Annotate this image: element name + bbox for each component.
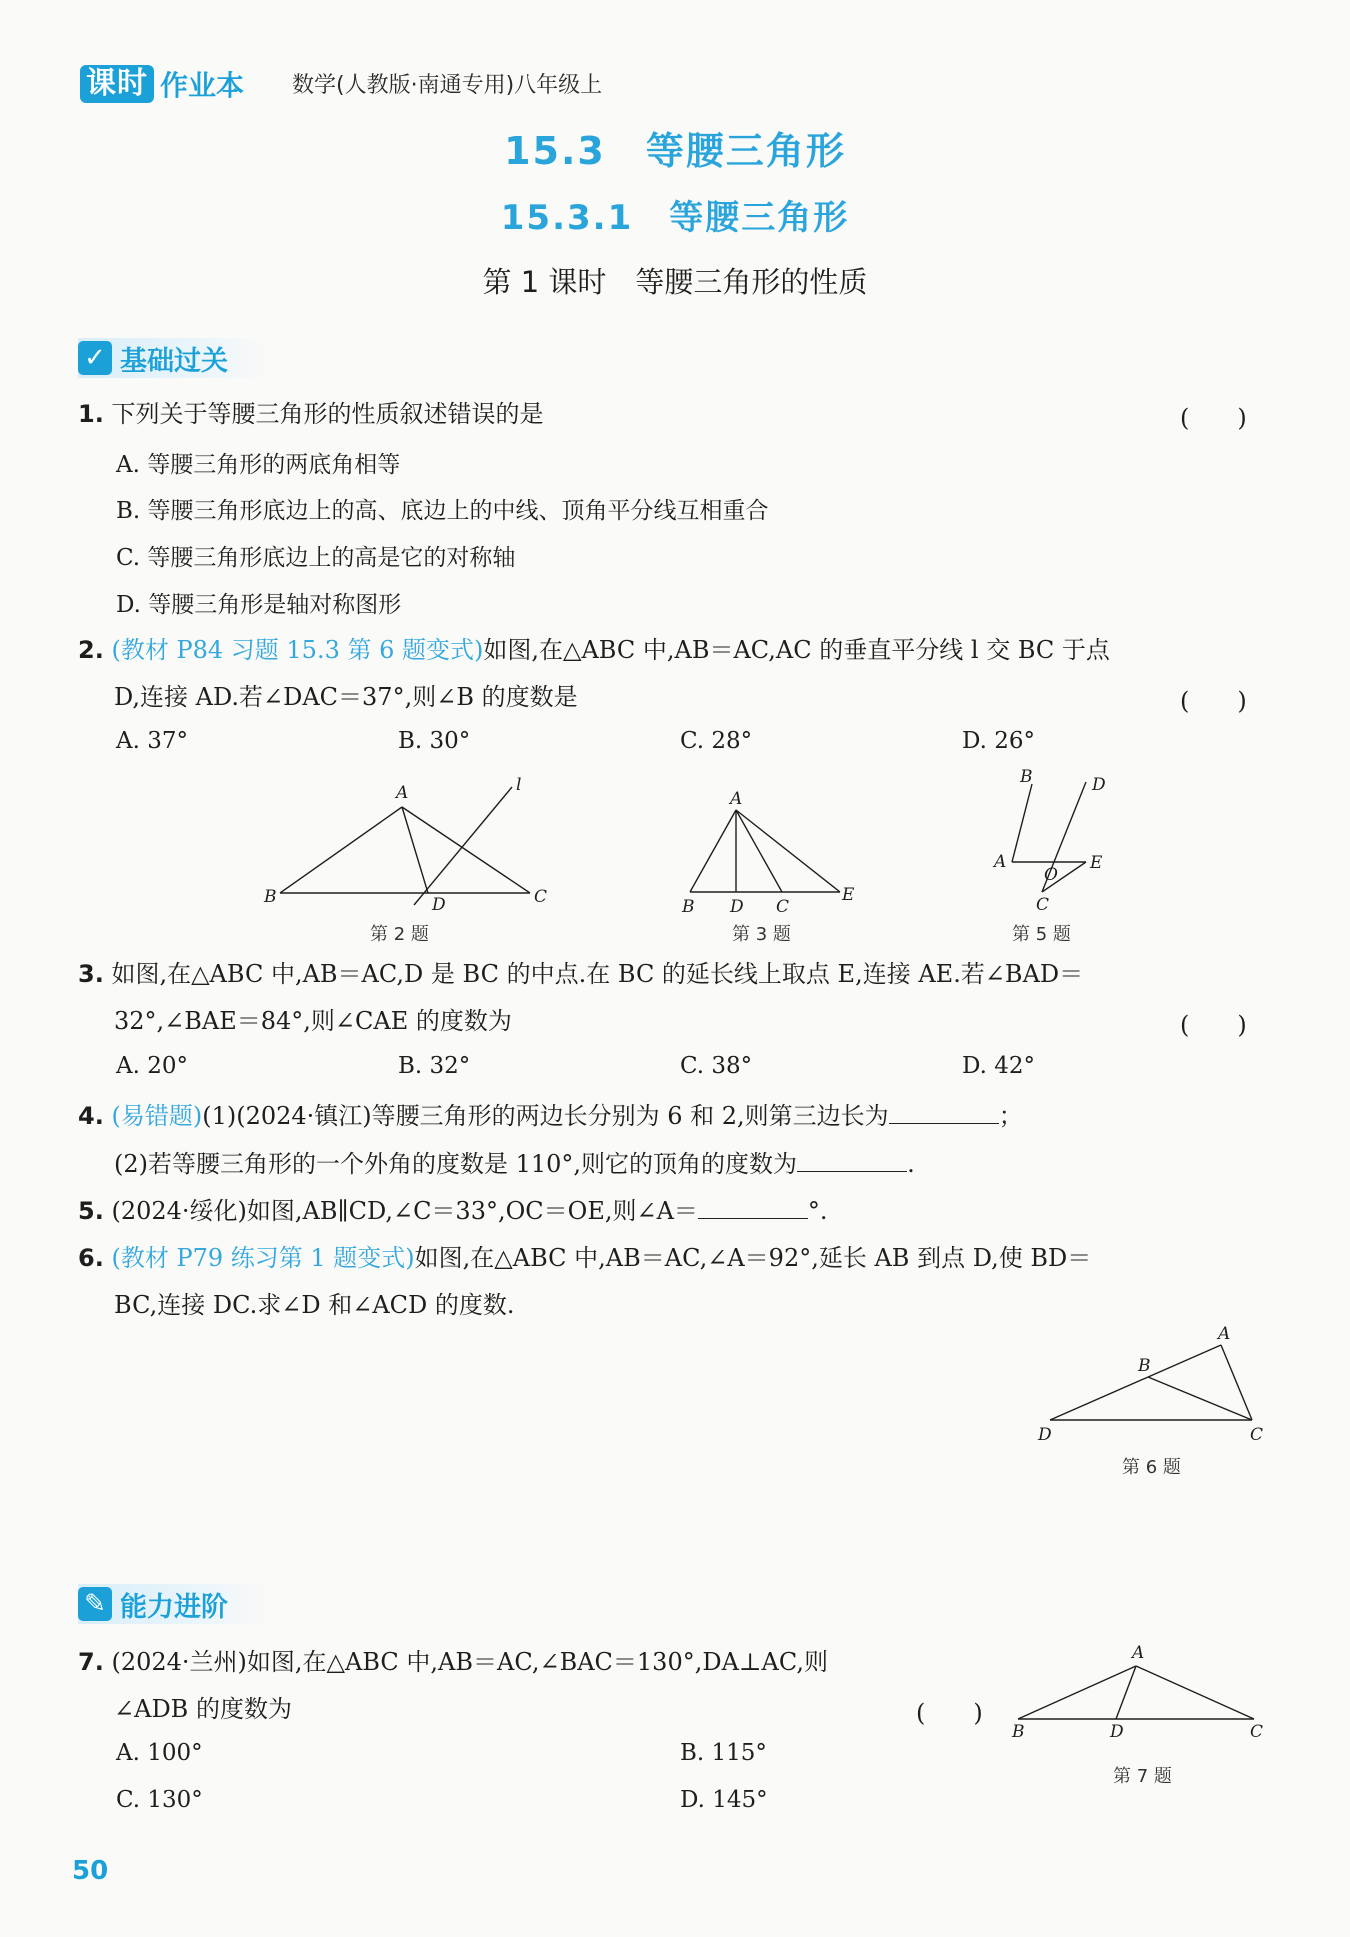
fig5-caption: 第 5 题 [1012, 924, 1071, 945]
subsection-title: 15.3.1 等腰三角形 [500, 198, 850, 238]
fig2-label-d: D [432, 895, 446, 915]
header-subject: 数学(人教版·南通专用)八年级上 [292, 73, 603, 98]
q6-text-1: 如图,在△ABC 中,AB＝AC,∠A＝92°,延长 AB 到点 D,使 BD＝ [414, 1244, 1092, 1272]
section-label-advanced: 能力进阶 [120, 1591, 228, 1623]
q1-option-c: C. 等腰三角形底边上的高是它的对称轴 [116, 545, 516, 571]
q3-option-a: A. 20° [116, 1053, 188, 1079]
q4-number: 4. [78, 1102, 104, 1130]
q3-number: 3. [78, 960, 104, 988]
q2-source: (教材 P84 习题 15.3 第 6 题变式) [111, 636, 484, 664]
fig3-label-b: B [682, 897, 695, 917]
fig2-segment-ab [280, 807, 402, 893]
q4-source: (易错题) [111, 1102, 203, 1130]
figure-3 [670, 790, 860, 920]
q3-answer-paren: ( ) [1180, 1011, 1247, 1039]
q2-text-2: D,连接 AD.若∠DAC＝37°,则∠B 的度数是 [114, 683, 578, 711]
fig2-segment-ad [402, 807, 428, 893]
fig3-segment-ac [736, 810, 782, 892]
q2-option-b: B. 30° [398, 728, 471, 754]
fig6-label-b: B [1138, 1356, 1151, 1376]
fig2-label-b: B [264, 887, 277, 907]
q1-option-d: D. 等腰三角形是轴对称图形 [116, 592, 402, 618]
fig6-caption: 第 6 题 [1122, 1457, 1181, 1478]
q7-option-d: D. 145° [680, 1787, 768, 1813]
fig7-label-c: C [1250, 1722, 1264, 1742]
q1-answer-paren: ( ) [1180, 404, 1247, 432]
section-banner-advanced [78, 1584, 268, 1624]
q1-number: 1. [78, 400, 104, 428]
fig6-label-d: D [1038, 1425, 1052, 1445]
pencil-icon: ✎ [78, 1587, 112, 1621]
fig3-segment-ae [736, 810, 840, 892]
q1-stem [78, 398, 543, 430]
q3-option-c: C. 38° [680, 1053, 753, 1079]
q1-text: 下列关于等腰三角形的性质叙述错误的是 [111, 400, 544, 428]
q7-text-1: (2024·兰州)如图,在△ABC 中,AB＝AC,∠BAC＝130°,DA⊥AC,则 [111, 1648, 828, 1676]
q3-text-1: 如图,在△ABC 中,AB＝AC,D 是 BC 的中点.在 BC 的延长线上取点 E,连接 AE.若∠BAD＝ [111, 960, 1084, 988]
q7-option-b: B. 115° [680, 1740, 767, 1766]
q2-stem-line1 [78, 634, 1110, 666]
q2-number: 2. [78, 636, 104, 664]
fig5-label-e: E [1090, 853, 1103, 873]
fig5-label-o: O [1044, 865, 1058, 885]
fig2-label-c: C [534, 887, 548, 907]
fig3-caption: 第 3 题 [732, 924, 791, 945]
q7-text-2: ∠ADB 的度数为 [114, 1695, 292, 1723]
q2-option-c: C. 28° [680, 728, 753, 754]
q5-blank[interactable] [698, 1196, 808, 1219]
q5-end: °. [807, 1197, 828, 1225]
checkbox-icon: ✓ [78, 341, 112, 375]
q2-text-1: 如图,在△ABC 中,AB＝AC,AC 的垂直平分线 l 交 BC 于点 [483, 636, 1110, 664]
header-logo [80, 64, 244, 104]
fig3-label-a: A [730, 790, 743, 809]
figure-7 [1000, 1640, 1275, 1745]
fig3-label-d: D [730, 897, 744, 917]
fig5-segment-ab [1012, 784, 1032, 862]
q7-number: 7. [78, 1648, 104, 1676]
q7-stem-line1 [78, 1646, 828, 1678]
q2-answer-paren: ( ) [1180, 687, 1247, 715]
q4-end-1: ； [998, 1102, 1023, 1130]
q6-text-2: BC,连接 DC.求∠D 和∠ACD 的度数. [114, 1291, 515, 1319]
q2-option-a: A. 37° [116, 728, 188, 754]
q4-end-2: . [907, 1150, 915, 1178]
figure-6 [1030, 1325, 1270, 1450]
q1-option-a: A. 等腰三角形的两底角相等 [116, 452, 401, 478]
lesson-title: 第 1 课时 等腰三角形的性质 [482, 265, 868, 299]
fig2-label-a: A [396, 783, 409, 803]
logo-box: 课时 [80, 65, 154, 103]
q5-number: 5. [78, 1197, 104, 1225]
logo-text: 作业本 [160, 69, 245, 102]
fig2-caption: 第 2 题 [370, 924, 429, 945]
q7-option-c: C. 130° [116, 1787, 203, 1813]
q3-option-d: D. 42° [962, 1053, 1036, 1079]
fig7-segment-ac [1136, 1666, 1254, 1719]
q2-option-d: D. 26° [962, 728, 1036, 754]
section-banner-basic [78, 338, 268, 378]
fig7-caption: 第 7 题 [1113, 1766, 1172, 1787]
fig6-label-a: A [1218, 1325, 1231, 1344]
figure-2 [250, 770, 570, 920]
q6-number: 6. [78, 1244, 104, 1272]
q1-option-b: B. 等腰三角形底边上的高、底边上的中线、顶角平分线互相重合 [116, 498, 769, 524]
q6-source: (教材 P79 练习第 1 题变式) [111, 1244, 415, 1272]
section-label-basic: 基础过关 [120, 345, 228, 377]
fig2-line-l [414, 787, 512, 905]
q3-stem-line1 [78, 958, 1083, 990]
q4-blank-1[interactable] [889, 1101, 999, 1124]
q5-text: (2024·绥化)如图,AB∥CD,∠C＝33°,OC＝OE,则∠A＝ [111, 1197, 698, 1225]
q5-stem [78, 1195, 828, 1227]
fig3-segment-ab [690, 810, 736, 892]
fig5-label-c: C [1036, 895, 1050, 915]
q4-blank-2[interactable] [797, 1149, 907, 1172]
q4-stem-line1 [78, 1100, 1023, 1132]
fig2-label-l: l [516, 775, 522, 795]
q4-text-2: (2)若等腰三角形的一个外角的度数是 110°,则它的顶角的度数为 [114, 1150, 798, 1178]
page-number: 50 [72, 1856, 109, 1886]
fig6-segment-da [1050, 1345, 1221, 1420]
q4-text-1: (1)(2024·镇江)等腰三角形的两边长分别为 6 和 2,则第三边长为 [202, 1102, 889, 1130]
fig3-label-e: E [842, 885, 855, 905]
q7-option-a: A. 100° [116, 1740, 203, 1766]
fig6-label-c: C [1250, 1425, 1264, 1445]
fig7-label-d: D [1110, 1722, 1124, 1742]
q3-text-2: 32°,∠BAE＝84°,则∠CAE 的度数为 [114, 1007, 512, 1035]
q4-stem-line2 [114, 1148, 915, 1180]
section-title: 15.3 等腰三角形 [504, 129, 846, 173]
fig5-label-b: B [1020, 768, 1033, 787]
fig5-label-d: D [1092, 775, 1106, 795]
q6-stem-line1 [78, 1242, 1091, 1274]
fig7-label-b: B [1012, 1722, 1025, 1742]
fig5-label-a: A [994, 852, 1007, 872]
fig3-label-c: C [776, 897, 790, 917]
figure-5 [980, 768, 1130, 918]
q7-answer-paren: ( ) [916, 1699, 983, 1727]
fig7-label-a: A [1132, 1643, 1145, 1663]
fig2-segment-ac [402, 807, 530, 893]
q3-option-b: B. 32° [398, 1053, 471, 1079]
